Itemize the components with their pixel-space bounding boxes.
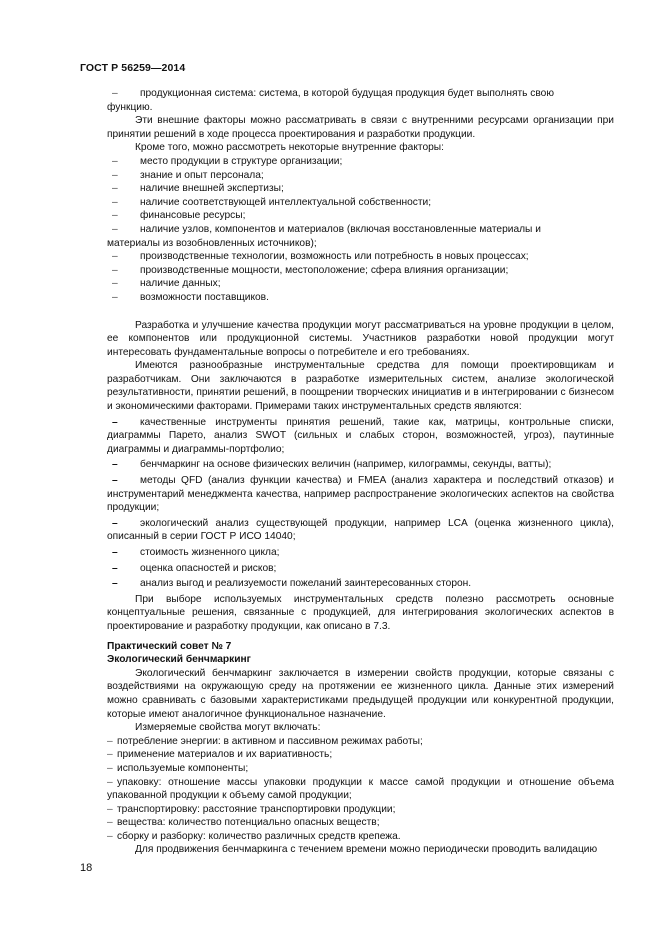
list-item (107, 223, 614, 237)
tool-item-text: экологический анализ существующей продукции, например LCA (оценка жизненного цикла), описанный в серии ГОСТ Р ИСО 14040; (107, 517, 614, 543)
dash-marker: – (107, 776, 113, 788)
dash-marker: – (112, 183, 118, 195)
dash-marker: – (107, 762, 113, 774)
list-item-text: наличие соответствующей интеллектуальной собственности; (140, 196, 432, 208)
list-item-text: знание и опыт персонала; (140, 169, 264, 181)
dash-marker: – (112, 169, 118, 181)
tool-item (107, 546, 614, 560)
property-item-text: сборку и разборку: количество различных средств крепежа. (117, 830, 401, 842)
tool-item (107, 458, 614, 472)
property-item (107, 735, 614, 749)
list-item-text: место продукции в структуре организации; (140, 155, 343, 167)
paragraph: Эти внешние факторы можно рассматривать в связи с внутренними ресурсами организации при принятии решений в ходе процесса проектирования и разработки продукции. (107, 115, 614, 140)
dash-marker: – (112, 459, 118, 471)
page-number: 18 (80, 862, 93, 874)
property-item (107, 762, 614, 776)
list-item-text: производственные мощности, местоположение; сфера влияния организации; (140, 264, 509, 276)
tool-item-text: оценка опасностей и рисков; (140, 562, 277, 574)
dash-marker: – (112, 291, 118, 303)
list-item (107, 291, 614, 305)
list-item-text: продукционная система: система, в которой будущая продукция будет выполнять свою (140, 88, 554, 99)
list-item-text: наличие узлов, компонентов и материалов (включая восстановленные материалы и (140, 223, 541, 235)
tool-item-text: анализ выгод и реализуемости пожеланий заинтересованных сторон. (140, 578, 472, 590)
property-item (107, 776, 614, 803)
property-item-text: упаковку: отношение массы упаковки продукции к массе самой продукции и отношение объема упакованной продукции к объему самой продукции; (107, 776, 614, 802)
property-item (107, 748, 614, 762)
spacer (107, 305, 614, 319)
tool-item-text: методы QFD (анализ функции качества) и FMEA (анализ характера и последствий отказов) и инструментарий менеджмента качества, например распространение экологических аспектов на свойства продукции; (107, 475, 614, 514)
property-item-text: вещества: количество потенциально опасных веществ; (117, 817, 380, 829)
dash-marker: – (112, 88, 118, 99)
tool-item-text: стоимость жизненного цикла; (140, 547, 280, 558)
list-item (107, 250, 614, 264)
property-item (107, 816, 614, 830)
dash-marker: – (112, 196, 118, 208)
paragraph: Кроме того, можно рассмотреть некоторые внутренние факторы: (135, 142, 444, 154)
list-item (107, 169, 614, 183)
advice-subtitle: Экологический бенчмаркинг (107, 654, 251, 666)
paragraph: Имеются разнообразные инструментальные средства для помощи проектировщикам и разработчикам. Они заключаются в разработке измерительных систем, анализе экологической результативности, принятии решений, в поощрении творческих инициатив и в интегрировании с бизнесом и экономическими факторами. Примерами таких инструментальных средств являются: (107, 360, 614, 413)
property-item (107, 830, 614, 844)
tool-item-text: бенчмаркинг на основе физических величин (например, килограммы, секунды, ватты); (140, 459, 552, 471)
page-content (107, 87, 614, 857)
list-item (107, 264, 614, 278)
list-item (107, 182, 614, 196)
list-item (107, 277, 614, 291)
list-item-text: производственные технологии, возможность или потребность в новых процессах; (140, 251, 529, 263)
paragraph: Экологический бенчмаркинг заключается в измерении свойств продукции, которые связаны с воздействиями на окружающую среду на протяжении ее жизненного цикла. Данные этих измерений можно сравнивать с базовыми характеристиками предыдущей продукции или конкурентной продукции, которые имеют аналогичное функциональное назначение. (107, 667, 614, 720)
list-item-text: возможности поставщиков. (140, 291, 269, 303)
tool-item (107, 416, 614, 457)
property-item-text: используемые компоненты; (117, 762, 249, 774)
tool-item (107, 474, 614, 515)
dash-marker: – (112, 562, 118, 574)
list-item-continuation: материалы из возобновленных источников); (107, 237, 317, 249)
dash-marker: – (112, 264, 118, 276)
list-item (107, 196, 614, 210)
dash-marker: – (112, 278, 118, 290)
property-item-text: потребление энергии: в активном и пассивном режимах работы; (117, 735, 423, 747)
dash-marker: – (112, 547, 118, 558)
dash-marker: – (112, 210, 118, 222)
property-item-text: транспортировку: расстояние транспортировки продукции; (117, 803, 396, 815)
dash-marker: – (107, 735, 113, 747)
paragraph: При выборе используемых инструментальных средств полезно рассмотреть основные концептуальные решения, связанные с продукцией, для интегрирования экологических аспектов в проектирование и разработку продукции, как описано в 7.3. (107, 593, 614, 632)
list-item-text: наличие данных; (140, 278, 221, 290)
dash-marker: – (112, 578, 118, 590)
list-item-text: наличие внешней экспертизы; (140, 183, 284, 195)
dash-marker: – (112, 416, 118, 428)
dash-marker: – (112, 517, 118, 529)
dash-marker: – (107, 817, 113, 829)
paragraph: Измеряемые свойства могут включать: (135, 722, 321, 734)
document-header: ГОСТ Р 56259—2014 (80, 62, 186, 74)
dash-marker: – (107, 830, 113, 842)
property-item-text: применение материалов и их вариативность; (117, 749, 333, 761)
advice-title: Практический совет № 7 (107, 640, 232, 652)
tool-item (107, 577, 614, 591)
property-item (107, 803, 614, 817)
tool-item-text: качественные инструменты принятия решений, такие как, матрицы, контрольные списки, диаграммы Парето, анализ SWOT (сильных и слабых сторон, возможностей, угроз), паутинные диаграммы и диаграммы-портфолио; (107, 416, 614, 455)
dash-marker: – (107, 749, 113, 761)
paragraph: Для продвижения бенчмаркинга с течением времени можно периодически проводить валидацию (135, 844, 598, 856)
tool-item (107, 562, 614, 576)
list-item (107, 87, 614, 101)
dash-marker: – (107, 803, 113, 815)
dash-marker: – (112, 223, 118, 235)
list-item (107, 209, 614, 223)
paragraph: Разработка и улучшение качества продукции могут рассматриваться на уровне продукции в целом, ее компонентов или продукционной системы. Участников разработки новой продукции могут интересовать фундаментальные вопросы о потребителе и его требованиях. (107, 319, 614, 358)
dash-marker: – (112, 155, 118, 167)
dash-marker: – (112, 251, 118, 263)
list-item-text: финансовые ресурсы; (140, 210, 246, 222)
list-item-continuation: функцию. (107, 101, 153, 113)
dash-marker: – (112, 475, 118, 487)
list-item (107, 155, 614, 169)
tool-item (107, 517, 614, 544)
